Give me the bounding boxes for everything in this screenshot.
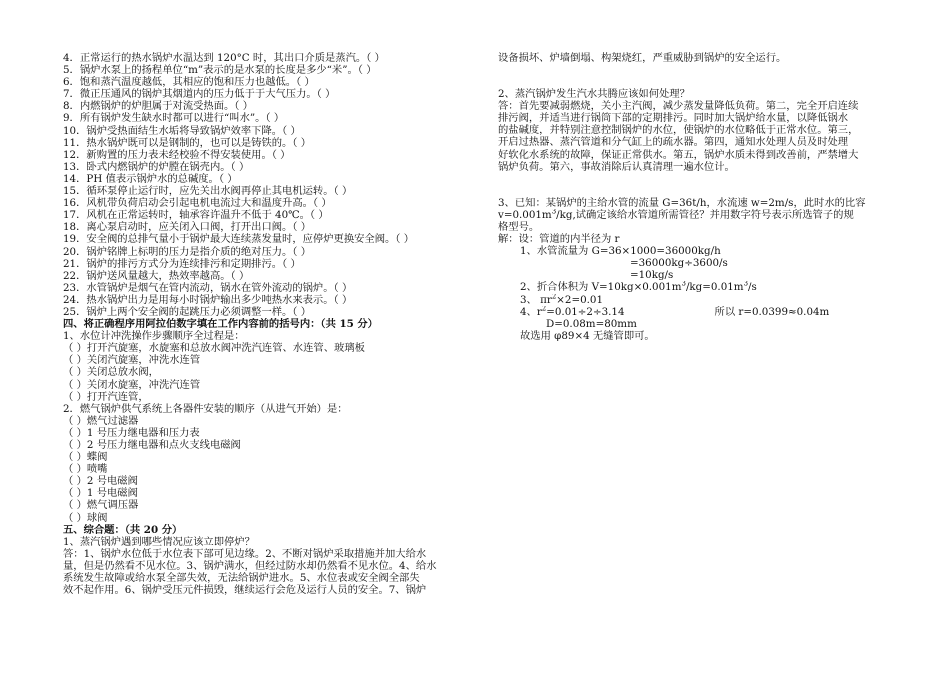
solution-step: =10kg/s bbox=[630, 269, 674, 282]
answer-line: 排污阀，并适当进行锅筒下部的定期排污。同时加大锅炉给水量，以降低锅水 bbox=[498, 112, 849, 125]
tf-item: 20．锅炉铭牌上标明的压力是指介质的绝对压力。（ ） bbox=[63, 245, 312, 258]
tf-item: 17．风机在正常运转时，轴承容许温升不低于 40℃。（ ） bbox=[63, 209, 329, 222]
section5-q2-title: 2、蒸汽锅炉发生汽水共腾应该如何处理？ bbox=[498, 88, 690, 101]
left-column bbox=[63, 52, 463, 596]
tf-item: 25．锅炉上两个安全阀的起跳压力必须调整一样。（ ） bbox=[63, 305, 312, 318]
ordering-item: （ ）喷嘴 bbox=[63, 463, 108, 476]
tf-item: 8．内燃锅炉的炉胆属于对流受热面。（ ） bbox=[63, 100, 254, 113]
tf-item: 24．热水锅炉出力是用每小时锅炉输出多少吨热水来表示。（ ） bbox=[63, 293, 353, 306]
answer-line: 答：1、锅炉水位低于水位表下部可见边缘。2、不断对锅炉采取措施并加大给水 bbox=[63, 547, 427, 560]
tf-item: 10．锅炉受热面结生水垢将导致锅炉效率下降。（ ） bbox=[63, 124, 301, 137]
section4-q1-list bbox=[63, 342, 463, 402]
solution-step: 1、水管流量为 G=36×1000=36000kg/h bbox=[520, 245, 721, 258]
section4-q2-title: 2．燃气锅炉供气系统上各器件安装的顺序（从进气开始）是： bbox=[63, 402, 348, 415]
answer-line: 开启过热器、蒸汽管道和分气缸上的疏水器。第四，通知水处理人员及时处理 bbox=[498, 136, 849, 149]
section4-q2-list bbox=[63, 415, 463, 524]
tf-item: 22．锅炉送风量越大，热效率越高。（ ） bbox=[63, 269, 250, 282]
ordering-item: （ ）2 号压力继电器和点火支线电磁阀 bbox=[63, 439, 241, 451]
tf-item: 6．饱和蒸汽温度越低，其相应的饱和压力也越低。（ ） bbox=[63, 76, 315, 89]
q3-line: 格型号。 bbox=[498, 220, 540, 233]
q3-line: $v=0.001m^3/kg$,试确定该给水管道所需管径？并用数字符号表示所选管子的规 bbox=[498, 208, 854, 221]
ordering-item: （ ）1 号电磁阀 bbox=[63, 487, 138, 500]
answer-line: 答：首先要减弱燃烧，关小主汽阀，减少蒸发量降低负荷。第二，完全开启连续 bbox=[498, 100, 859, 113]
ordering-item: （ ）打开汽连管， bbox=[63, 390, 149, 403]
section5-title: 五、综合题：（共 20 分） bbox=[63, 523, 183, 536]
tf-item: 5．锅炉水泵上的扬程单位“m”表示的是水泵的长度是多少“米”。（ ） bbox=[63, 64, 377, 77]
section5-q1-answer bbox=[63, 548, 463, 596]
tf-item: 16．风机带负荷启动会引起电机电流过大和温度升高。（ ） bbox=[63, 197, 332, 210]
ordering-item: （ ）打开汽旋塞，水旋塞和总放水阀冲洗汽连管、水连管、玻璃板 bbox=[63, 342, 365, 355]
right-column bbox=[498, 52, 898, 342]
tf-item: 15．循环泵停止运行时，应先关出水阀再停止其电机运转。（ ） bbox=[63, 185, 353, 198]
ordering-item: （ ）燃气过滤器 bbox=[63, 414, 139, 427]
answer-line: 好软化水系统的故障，保证正常供水。第五，锅炉水质未得到改善前，严禁增大 bbox=[498, 148, 859, 161]
ordering-item: （ ）关闭水旋塞，冲洗汽连管 bbox=[63, 378, 201, 391]
q3-line: 3、已知：某锅炉的主给水管的流量 G=36t/h，水流速 w=2m/s，此时水的比容 bbox=[498, 196, 866, 209]
section5-q1-title: 1、蒸汽锅炉遇到哪些情况应该立即停炉？ bbox=[63, 535, 255, 548]
tf-item: 11．热水锅炉既可以是钢制的，也可以是铸铁的。（ ） bbox=[63, 136, 312, 149]
section4-q1-title: 1、水位计冲洗操作步骤顺序全过程是： bbox=[63, 330, 245, 343]
answer-continuation: 设备损坏、炉墙倒塌、构架烧红，严重威胁到锅炉的安全运行。 bbox=[498, 52, 787, 64]
tf-item: 14．PH 值表示锅炉水的总碱度。（ ） bbox=[63, 172, 238, 185]
tf-item: 4．正常运行的热水锅炉水温达到 120°C 时，其出口介质是蒸汽。（ ） bbox=[63, 52, 385, 64]
ordering-item: （ ）球阀 bbox=[63, 511, 108, 524]
ordering-item: （ ）1 号压力继电器和压力表 bbox=[63, 426, 200, 439]
solution-conclusion: 故选用 φ89×4 无缝管即可。 bbox=[520, 329, 655, 342]
tf-item: 9．所有锅炉发生缺水时都可以进行“叫水”。（ ） bbox=[63, 112, 285, 125]
answer-line: 锅炉负荷。第六，事故消除后认真清理一遍水位计。 bbox=[498, 160, 735, 173]
solution-intro: 解：设：管道的内半径为 r bbox=[498, 233, 620, 246]
section5-q3 bbox=[498, 197, 898, 233]
solution-step: 3、 $\pi r^2\times 2=0.01$ bbox=[520, 293, 604, 306]
true-false-list bbox=[63, 52, 463, 318]
ordering-item: （ ）2 号电磁阀 bbox=[63, 475, 138, 488]
solution bbox=[498, 233, 898, 342]
solution-step: 4、$r^2=0.01\div 2\div 3.14$ 所以 r=0.0399≈0.04m bbox=[520, 305, 830, 318]
solution-step: =36000kg÷3600/s bbox=[630, 257, 728, 270]
solution-step: 2、折合体积为 $V=10kg\times 0.001m^3/kg=0.01m^3/s$ bbox=[520, 281, 757, 294]
tf-item: 18．离心泵启动时，应关闭入口阀，打开出口阀。（ ） bbox=[63, 221, 312, 234]
tf-item: 19．安全阀的总排气量小于锅炉最大连续蒸发量时，应停炉更换安全阀。（ ） bbox=[63, 233, 415, 246]
ordering-item: （ ）关闭总放水阀， bbox=[63, 366, 159, 379]
ordering-item: （ ）关闭汽旋塞，冲洗水连管 bbox=[63, 354, 201, 367]
tf-item: 23．水管锅炉是烟气在管内流动，锅水在管外流动的锅炉。（ ） bbox=[63, 281, 353, 294]
ordering-item: （ ）蝶阀 bbox=[63, 451, 108, 464]
answer-line: 量，但是仍然看不见水位。3、锅炉满水，但经过防水却仍然看不见水位。4、给水 bbox=[63, 559, 437, 572]
solution-step: D=0.08m=80mm bbox=[546, 317, 637, 330]
ordering-item: （ ）燃气调压器 bbox=[63, 499, 139, 512]
section5-q2-answer bbox=[498, 100, 898, 173]
tf-item: 7．微正压通风的锅炉其烟道内的压力低于于大气压力。（ ） bbox=[63, 88, 336, 101]
tf-item: 12．新购置的压力表未经校验不得安装使用。（ ） bbox=[63, 148, 291, 161]
tf-item: 21．锅炉的排污方式分为连续排污和定期排污。（ ） bbox=[63, 257, 301, 270]
tf-item: 13．卧式内燃锅炉的炉膛在锅壳内。（ ） bbox=[63, 160, 250, 173]
answer-line: 效不起作用。6、锅炉受压元件损毁，继续运行会危及运行人员的安全。7、锅炉 bbox=[63, 584, 427, 597]
answer-line: 的盐碱度，并特别注意控制锅炉的水位，使锅炉的水位略低于正常水位。第三， bbox=[498, 124, 859, 137]
section4-title: 四、将正确程序用阿拉伯数字填在工作内容前的括号内：（共 15 分） bbox=[63, 318, 378, 331]
answer-line: 系统发生故障或给水泵全部失效，无法给锅炉进水。5、水位表或安全阀全部失 bbox=[63, 572, 420, 585]
